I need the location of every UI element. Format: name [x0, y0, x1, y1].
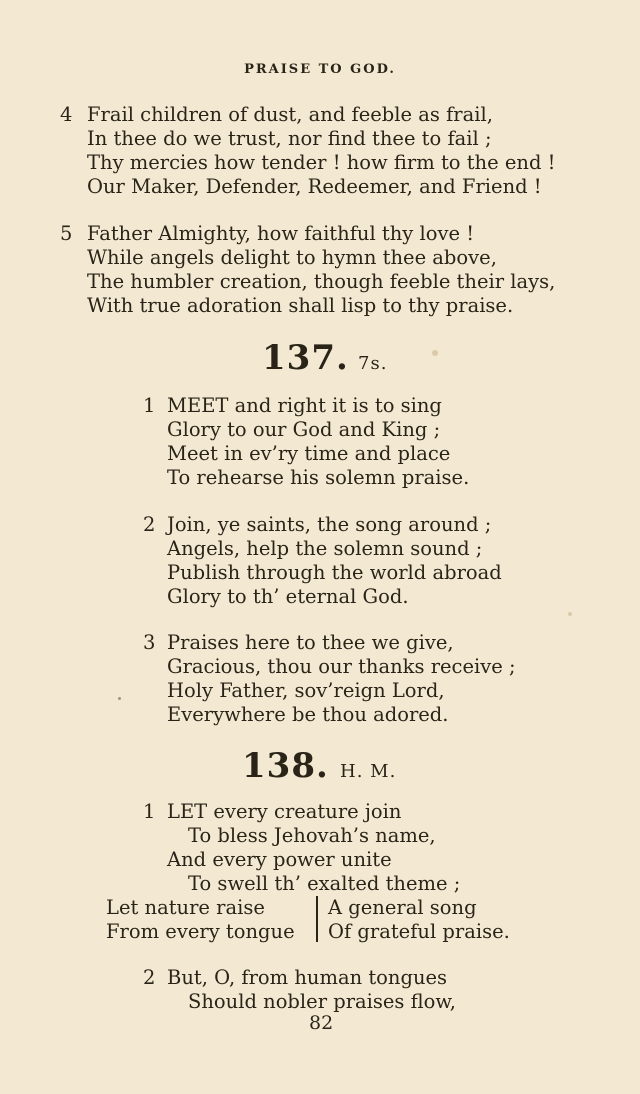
page-number: 82 — [309, 1012, 334, 1034]
verse-line: And every power unite — [167, 848, 392, 871]
verse-line: LET every creature join — [167, 800, 402, 823]
paper-speck — [432, 350, 438, 356]
verse-line: Praises here to thee we give, — [167, 631, 454, 654]
verse-line: While angels delight to hymn thee above, — [87, 246, 497, 269]
hymn-number: 137. — [262, 338, 349, 378]
verse-line: Glory to our God and King ; — [167, 418, 441, 441]
verse-line: But, O, from human tongues — [167, 966, 448, 989]
verse-line: Glory to th’ eternal God. — [167, 585, 409, 608]
hymn-meter: H. M. — [340, 761, 397, 782]
split-line-right: Of grateful praise. — [328, 920, 510, 943]
stanza-number: 4 — [60, 103, 73, 126]
paper-speck — [118, 697, 121, 700]
hymn-meter: 7s. — [358, 353, 388, 374]
stanza-number: 3 — [143, 631, 156, 654]
verse-line: Angels, help the solemn sound ; — [167, 537, 483, 560]
stanza-number: 5 — [60, 222, 73, 245]
verse-line: Thy mercies how tender ! how firm to the end ! — [87, 151, 556, 174]
verse-line: Frail children of dust, and feeble as frail, — [87, 103, 493, 126]
verse-line: Join, ye saints, the song around ; — [167, 513, 492, 536]
verse-line: Everywhere be thou adored. — [167, 703, 449, 726]
split-line-right: A general song — [328, 896, 477, 919]
verse-line: In thee do we trust, nor find thee to fail ; — [87, 127, 492, 150]
running-header: PRAISE TO GOD. — [244, 62, 396, 77]
verse-divider — [316, 896, 318, 942]
verse-line: To swell th’ exalted theme ; — [188, 872, 461, 895]
verse-line: Should nobler praises flow, — [188, 990, 456, 1013]
verse-line: Meet in ev’ry time and place — [167, 442, 451, 465]
stanza-number: 1 — [143, 394, 156, 417]
verse-line: Holy Father, sov’reign Lord, — [167, 679, 445, 702]
stanza-number: 2 — [143, 966, 156, 989]
verse-line: Father Almighty, how faithful thy love ! — [87, 222, 475, 245]
verse-line: To rehearse his solemn praise. — [167, 466, 470, 489]
verse-line: Publish through the world abroad — [167, 561, 502, 584]
verse-line: MEET and right it is to sing — [167, 394, 442, 417]
verse-line: Gracious, thou our thanks receive ; — [167, 655, 516, 678]
verse-line: Our Maker, Defender, Redeemer, and Friend ! — [87, 175, 542, 198]
verse-line: To bless Jehovah’s name, — [188, 824, 436, 847]
stanza-number: 2 — [143, 513, 156, 536]
split-line-left: From every tongue — [106, 920, 295, 943]
verse-line: With true adoration shall lisp to thy praise. — [87, 294, 514, 317]
split-line-left: Let nature raise — [106, 896, 265, 919]
verse-line: The humbler creation, though feeble their lays, — [87, 270, 556, 293]
hymn-number: 138. — [242, 746, 329, 786]
paper-speck — [568, 612, 572, 616]
stanza-number: 1 — [143, 800, 156, 823]
